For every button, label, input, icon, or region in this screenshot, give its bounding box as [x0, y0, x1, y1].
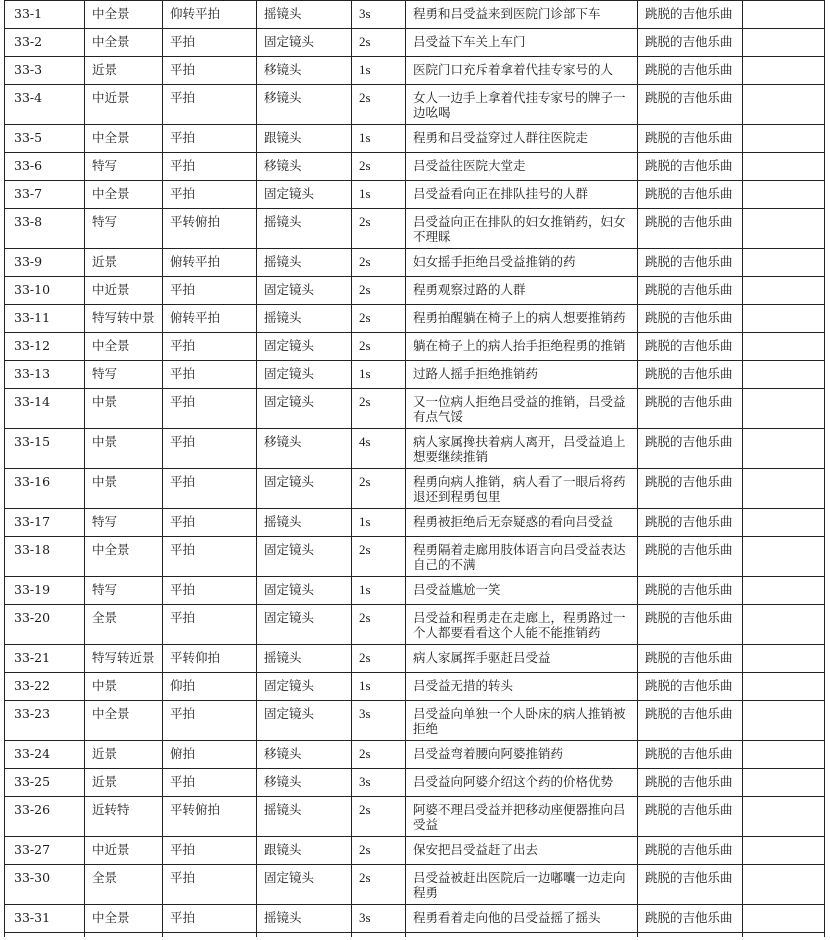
table-row — [5, 305, 825, 333]
shot-content-cell: 程勇向病人推销，病人看了一眼后将药退还到程勇包里 — [406, 469, 638, 509]
note-cell — [743, 741, 825, 769]
music-cell: 跳脱的吉他乐曲 — [638, 361, 743, 389]
shot-size-cell: 近景 — [85, 57, 163, 85]
music-cell: 跳脱的吉他乐曲 — [638, 333, 743, 361]
camera-movement-cell: 固定镜头 — [257, 673, 352, 701]
camera-angle-cell: 平拍 — [163, 85, 257, 125]
table-row — [5, 181, 825, 209]
music-cell: 跳脱的吉他乐曲 — [638, 837, 743, 865]
shot-number-cell: 33-22 — [5, 673, 85, 701]
table-row — [5, 673, 825, 701]
music-cell: 跳脱的吉他乐曲 — [638, 181, 743, 209]
camera-angle-cell: 平拍 — [163, 429, 257, 469]
music-cell: 跳脱的吉他乐曲 — [638, 249, 743, 277]
camera-movement-cell: 摇镜头 — [257, 209, 352, 249]
camera-angle-cell: 平拍 — [163, 153, 257, 181]
camera-angle-cell: 仰拍 — [163, 673, 257, 701]
note-cell — [743, 701, 825, 741]
camera-angle-cell: 俯拍 — [163, 741, 257, 769]
camera-angle-cell: 平拍 — [163, 333, 257, 361]
note-cell — [743, 125, 825, 153]
camera-movement-cell: 摇镜头 — [257, 1, 352, 29]
camera-angle-cell: 平转俯拍 — [163, 797, 257, 837]
duration-cell: 2s — [352, 153, 406, 181]
music-cell: 跳脱的吉他乐曲 — [638, 865, 743, 905]
camera-movement-cell: 固定镜头 — [257, 605, 352, 645]
shot-size-cell: 特写转中景 — [85, 305, 163, 333]
camera-angle-cell: 平拍 — [163, 865, 257, 905]
camera-movement-cell: 移镜头 — [257, 741, 352, 769]
camera-movement-cell: 摇镜头 — [257, 305, 352, 333]
shot-content-cell: 吕受益和程勇走在走廊上，程勇路过一个人都要看看这个人能不能推销药 — [406, 605, 638, 645]
shot-size-cell: 中全景 — [85, 333, 163, 361]
shot-size-cell: 中全景 — [85, 125, 163, 153]
camera-angle-cell: 平拍 — [163, 469, 257, 509]
note-cell — [743, 29, 825, 57]
shot-content-cell: 病人家属挥手驱赶吕受益 — [406, 645, 638, 673]
camera-movement-cell: 固定镜头 — [257, 577, 352, 605]
camera-angle-cell: 平拍 — [163, 57, 257, 85]
table-row — [5, 209, 825, 249]
duration-cell: 1s — [352, 181, 406, 209]
camera-angle-cell: 俯转平拍 — [163, 249, 257, 277]
camera-movement-cell: 摇镜头 — [257, 905, 352, 933]
shot-size-cell: 特写 — [85, 361, 163, 389]
shot-content-cell: 程勇和吕受益穿过人群往医院走 — [406, 125, 638, 153]
duration-cell: 2s — [352, 209, 406, 249]
music-cell: 跳脱的吉他乐曲 — [638, 701, 743, 741]
table-row — [5, 153, 825, 181]
duration-cell: 2s — [352, 85, 406, 125]
music-cell: 跳脱的吉他乐曲 — [638, 537, 743, 577]
music-cell: 跳脱的吉他乐曲 — [638, 469, 743, 509]
shot-content-cell: 医院门口充斥着拿着代挂专家号的人 — [406, 57, 638, 85]
duration-cell: 1s — [352, 361, 406, 389]
music-cell: 跳脱的吉他乐曲 — [638, 905, 743, 933]
storyboard-rows — [5, 1, 825, 933]
shot-size-cell: 全景 — [85, 865, 163, 905]
shot-size-cell: 近转特 — [85, 797, 163, 837]
shot-size-cell: 特写 — [85, 209, 163, 249]
camera-angle-cell: 平拍 — [163, 389, 257, 429]
music-cell: 跳脱的吉他乐曲 — [638, 741, 743, 769]
note-cell — [743, 673, 825, 701]
shot-content-cell: 吕受益被赶出医院后一边嘟囔一边走向程勇 — [406, 865, 638, 905]
shot-number-cell: 33-31 — [5, 905, 85, 933]
duration-cell: 4s — [352, 429, 406, 469]
note-cell — [743, 469, 825, 509]
duration-cell: 2s — [352, 741, 406, 769]
shot-number-cell: 33-8 — [5, 209, 85, 249]
camera-movement-cell: 摇镜头 — [257, 249, 352, 277]
duration-cell: 2s — [352, 537, 406, 577]
camera-movement-cell: 移镜头 — [257, 57, 352, 85]
table-row — [5, 577, 825, 605]
shot-size-cell: 中全景 — [85, 537, 163, 577]
table-row-cutoff — [5, 933, 825, 938]
music-cell: 跳脱的吉他乐曲 — [638, 577, 743, 605]
shot-size-cell: 特写转近景 — [85, 645, 163, 673]
shot-content-cell: 吕受益下车关上车门 — [406, 29, 638, 57]
duration-cell: 2s — [352, 333, 406, 361]
music-cell: 跳脱的吉他乐曲 — [638, 85, 743, 125]
shot-number-cell: 33-5 — [5, 125, 85, 153]
shot-content-cell: 保安把吕受益赶了出去 — [406, 837, 638, 865]
note-cell — [743, 537, 825, 577]
camera-angle-cell: 平转俯拍 — [163, 209, 257, 249]
shot-content-cell: 女人一边手上拿着代挂专家号的牌子一边吆喝 — [406, 85, 638, 125]
shot-size-cell: 中全景 — [85, 181, 163, 209]
shot-content-cell: 又一位病人拒绝吕受益的推销，吕受益有点气馁 — [406, 389, 638, 429]
shot-size-cell: 中近景 — [85, 277, 163, 305]
shot-number-cell: 33-13 — [5, 361, 85, 389]
note-cell — [743, 57, 825, 85]
table-row — [5, 249, 825, 277]
camera-movement-cell: 固定镜头 — [257, 181, 352, 209]
shot-size-cell: 特写 — [85, 509, 163, 537]
shot-number-cell: 33-11 — [5, 305, 85, 333]
table-row — [5, 645, 825, 673]
shot-content-cell: 程勇拍醒躺在椅子上的病人想要推销药 — [406, 305, 638, 333]
shot-number-cell: 33-14 — [5, 389, 85, 429]
shot-number-cell: 33-9 — [5, 249, 85, 277]
camera-movement-cell: 固定镜头 — [257, 865, 352, 905]
music-cell: 跳脱的吉他乐曲 — [638, 305, 743, 333]
shot-size-cell: 近景 — [85, 249, 163, 277]
shot-content-cell: 程勇和吕受益来到医院门诊部下车 — [406, 1, 638, 29]
music-cell: 跳脱的吉他乐曲 — [638, 277, 743, 305]
shot-number-cell: 33-10 — [5, 277, 85, 305]
duration-cell: 2s — [352, 249, 406, 277]
camera-movement-cell: 固定镜头 — [257, 701, 352, 741]
note-cell — [743, 209, 825, 249]
note-cell — [743, 249, 825, 277]
camera-movement-cell: 固定镜头 — [257, 361, 352, 389]
table-row — [5, 605, 825, 645]
table-row — [5, 125, 825, 153]
note-cell — [743, 769, 825, 797]
camera-movement-cell: 跟镜头 — [257, 125, 352, 153]
storyboard-table — [4, 0, 825, 937]
duration-cell: 1s — [352, 125, 406, 153]
music-cell: 跳脱的吉他乐曲 — [638, 125, 743, 153]
table-row — [5, 769, 825, 797]
shot-content-cell: 过路人摇手拒绝推销药 — [406, 361, 638, 389]
note-cell — [743, 181, 825, 209]
duration-cell: 2s — [352, 29, 406, 57]
shot-content-cell: 程勇观察过路的人群 — [406, 277, 638, 305]
shot-number-cell: 33-6 — [5, 153, 85, 181]
note-cell — [743, 905, 825, 933]
music-cell: 跳脱的吉他乐曲 — [638, 605, 743, 645]
shot-size-cell: 中全景 — [85, 29, 163, 57]
duration-cell: 2s — [352, 469, 406, 509]
table-row — [5, 701, 825, 741]
camera-angle-cell: 平拍 — [163, 509, 257, 537]
table-row — [5, 865, 825, 905]
table-row — [5, 57, 825, 85]
shot-size-cell: 近景 — [85, 741, 163, 769]
shot-number-cell: 33-20 — [5, 605, 85, 645]
music-cell: 跳脱的吉他乐曲 — [638, 673, 743, 701]
note-cell — [743, 361, 825, 389]
shot-number-cell: 33-15 — [5, 429, 85, 469]
music-cell: 跳脱的吉他乐曲 — [638, 797, 743, 837]
note-cell — [743, 1, 825, 29]
shot-size-cell: 中近景 — [85, 85, 163, 125]
duration-cell: 1s — [352, 509, 406, 537]
shot-number-cell: 33-24 — [5, 741, 85, 769]
camera-movement-cell: 移镜头 — [257, 429, 352, 469]
shot-content-cell: 吕受益往医院大堂走 — [406, 153, 638, 181]
shot-number-cell: 33-1 — [5, 1, 85, 29]
duration-cell: 2s — [352, 305, 406, 333]
note-cell — [743, 153, 825, 181]
camera-angle-cell: 俯转平拍 — [163, 305, 257, 333]
shot-number-cell: 33-7 — [5, 181, 85, 209]
shot-size-cell: 中景 — [85, 673, 163, 701]
camera-angle-cell: 平拍 — [163, 769, 257, 797]
shot-number-cell: 33-3 — [5, 57, 85, 85]
note-cell — [743, 333, 825, 361]
music-cell: 跳脱的吉他乐曲 — [638, 389, 743, 429]
camera-movement-cell: 固定镜头 — [257, 537, 352, 577]
table-row — [5, 1, 825, 29]
duration-cell: 2s — [352, 605, 406, 645]
table-row — [5, 741, 825, 769]
shot-content-cell: 程勇看着走向他的吕受益摇了摇头 — [406, 905, 638, 933]
shot-size-cell: 中景 — [85, 469, 163, 509]
camera-angle-cell: 平拍 — [163, 537, 257, 577]
table-row — [5, 29, 825, 57]
table-row — [5, 469, 825, 509]
table-row — [5, 429, 825, 469]
music-cell: 跳脱的吉他乐曲 — [638, 57, 743, 85]
shot-content-cell: 吕受益向阿婆介绍这个药的价格优势 — [406, 769, 638, 797]
shot-number-cell: 33-19 — [5, 577, 85, 605]
table-row — [5, 277, 825, 305]
camera-movement-cell: 摇镜头 — [257, 509, 352, 537]
note-cell — [743, 389, 825, 429]
table-row — [5, 361, 825, 389]
note-cell — [743, 837, 825, 865]
camera-angle-cell: 仰转平拍 — [163, 1, 257, 29]
shot-content-cell: 吕受益弯着腰向阿婆推销药 — [406, 741, 638, 769]
note-cell — [743, 605, 825, 645]
shot-number-cell: 33-27 — [5, 837, 85, 865]
shot-number-cell: 33-4 — [5, 85, 85, 125]
note-cell — [743, 509, 825, 537]
music-cell: 跳脱的吉他乐曲 — [638, 153, 743, 181]
camera-angle-cell: 平拍 — [163, 277, 257, 305]
note-cell — [743, 645, 825, 673]
camera-movement-cell: 移镜头 — [257, 85, 352, 125]
camera-movement-cell: 固定镜头 — [257, 333, 352, 361]
table-row — [5, 797, 825, 837]
table-row — [5, 537, 825, 577]
table-row — [5, 837, 825, 865]
music-cell: 跳脱的吉他乐曲 — [638, 645, 743, 673]
shot-size-cell: 特写 — [85, 153, 163, 181]
shot-content-cell: 程勇被拒绝后无奈疑惑的看向吕受益 — [406, 509, 638, 537]
duration-cell: 2s — [352, 277, 406, 305]
camera-angle-cell: 平拍 — [163, 905, 257, 933]
camera-angle-cell: 平拍 — [163, 361, 257, 389]
camera-angle-cell: 平拍 — [163, 837, 257, 865]
table-row — [5, 509, 825, 537]
note-cell — [743, 865, 825, 905]
table-row — [5, 333, 825, 361]
shot-number-cell: 33-25 — [5, 769, 85, 797]
shot-content-cell: 吕受益尴尬一笑 — [406, 577, 638, 605]
shot-content-cell: 吕受益看向正在排队挂号的人群 — [406, 181, 638, 209]
note-cell — [743, 429, 825, 469]
music-cell: 跳脱的吉他乐曲 — [638, 509, 743, 537]
duration-cell: 2s — [352, 797, 406, 837]
duration-cell: 2s — [352, 865, 406, 905]
camera-movement-cell: 移镜头 — [257, 769, 352, 797]
shot-number-cell: 33-23 — [5, 701, 85, 741]
duration-cell: 3s — [352, 701, 406, 741]
shot-number-cell: 33-16 — [5, 469, 85, 509]
duration-cell: 3s — [352, 1, 406, 29]
note-cell — [743, 277, 825, 305]
shot-content-cell: 吕受益向单独一个人卧床的病人推销被拒绝 — [406, 701, 638, 741]
camera-angle-cell: 平转仰拍 — [163, 645, 257, 673]
camera-angle-cell: 平拍 — [163, 181, 257, 209]
shot-content-cell: 吕受益无措的转头 — [406, 673, 638, 701]
shot-size-cell: 中近景 — [85, 837, 163, 865]
camera-angle-cell: 平拍 — [163, 605, 257, 645]
shot-content-cell: 病人家属搀扶着病人离开，吕受益追上想要继续推销 — [406, 429, 638, 469]
shot-number-cell: 33-26 — [5, 797, 85, 837]
music-cell: 跳脱的吉他乐曲 — [638, 209, 743, 249]
shot-number-cell: 33-12 — [5, 333, 85, 361]
camera-movement-cell: 摇镜头 — [257, 645, 352, 673]
shot-size-cell: 中景 — [85, 429, 163, 469]
note-cell — [743, 85, 825, 125]
table-row — [5, 389, 825, 429]
note-cell — [743, 797, 825, 837]
shot-number-cell: 33-30 — [5, 865, 85, 905]
table-row — [5, 905, 825, 933]
shot-content-cell: 程勇隔着走廊用肢体语言向吕受益表达自己的不满 — [406, 537, 638, 577]
shot-number-cell: 33-21 — [5, 645, 85, 673]
shot-content-cell: 阿婆不理吕受益并把移动座便器推向吕受益 — [406, 797, 638, 837]
camera-angle-cell: 平拍 — [163, 125, 257, 153]
shot-number-cell: 33-17 — [5, 509, 85, 537]
camera-movement-cell: 移镜头 — [257, 153, 352, 181]
shot-size-cell: 中全景 — [85, 701, 163, 741]
shot-number-cell: 33-2 — [5, 29, 85, 57]
duration-cell: 2s — [352, 645, 406, 673]
duration-cell: 1s — [352, 673, 406, 701]
shot-size-cell: 全景 — [85, 605, 163, 645]
camera-angle-cell: 平拍 — [163, 577, 257, 605]
shot-size-cell: 特写 — [85, 577, 163, 605]
table-row — [5, 85, 825, 125]
camera-angle-cell: 平拍 — [163, 701, 257, 741]
camera-movement-cell: 固定镜头 — [257, 277, 352, 305]
camera-movement-cell: 摇镜头 — [257, 797, 352, 837]
note-cell — [743, 577, 825, 605]
shot-content-cell: 妇女摇手拒绝吕受益推销的药 — [406, 249, 638, 277]
shot-size-cell: 中景 — [85, 389, 163, 429]
duration-cell: 1s — [352, 57, 406, 85]
music-cell: 跳脱的吉他乐曲 — [638, 1, 743, 29]
duration-cell: 2s — [352, 837, 406, 865]
shot-content-cell: 躺在椅子上的病人抬手拒绝程勇的推销 — [406, 333, 638, 361]
duration-cell: 3s — [352, 769, 406, 797]
shot-size-cell: 近景 — [85, 769, 163, 797]
shot-number-cell: 33-18 — [5, 537, 85, 577]
camera-movement-cell: 固定镜头 — [257, 29, 352, 57]
duration-cell: 1s — [352, 577, 406, 605]
shot-content-cell: 吕受益向正在排队的妇女推销药，妇女不理睬 — [406, 209, 638, 249]
music-cell: 跳脱的吉他乐曲 — [638, 769, 743, 797]
duration-cell: 3s — [352, 905, 406, 933]
music-cell: 跳脱的吉他乐曲 — [638, 29, 743, 57]
camera-movement-cell: 固定镜头 — [257, 389, 352, 429]
note-cell — [743, 305, 825, 333]
camera-angle-cell: 平拍 — [163, 29, 257, 57]
camera-movement-cell: 固定镜头 — [257, 469, 352, 509]
camera-movement-cell: 跟镜头 — [257, 837, 352, 865]
shot-size-cell: 中全景 — [85, 1, 163, 29]
shot-size-cell: 中全景 — [85, 905, 163, 933]
music-cell: 跳脱的吉他乐曲 — [638, 429, 743, 469]
duration-cell: 2s — [352, 389, 406, 429]
